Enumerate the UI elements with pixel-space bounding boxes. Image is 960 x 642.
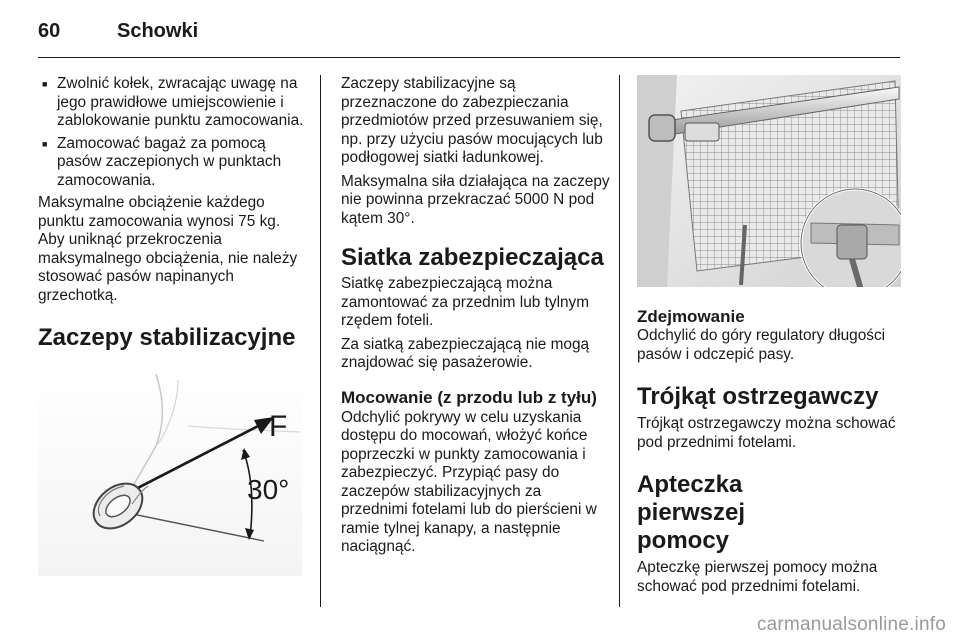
paragraph: Zaczepy stabilizacyjne są przeznaczone do zabezpieczania przedmiotów przed przesuwaniem się, np. przy użyciu pasów mocujących lub podłogowej siatki ładunkowej. bbox=[341, 75, 603, 166]
paragraph: Za siatką zabezpieczającą nie mogą znajdować się pasażerowie. bbox=[341, 335, 590, 371]
paragraph: Maksymalna siła działająca na zaczepy nie powinna przekraczać 5000 N pod kątem 30°. bbox=[341, 172, 610, 227]
section-heading: Zaczepy stabilizacyjne bbox=[38, 324, 296, 351]
safety-net-figure bbox=[637, 75, 901, 287]
force-label: F bbox=[269, 410, 288, 443]
paragraph: Apteczkę pierwszej pomocy można schować pod przednimi fotelami. bbox=[637, 559, 878, 595]
sub-heading: Mocowanie (z przodu lub z tyłu) bbox=[341, 387, 597, 407]
page-number: 60 bbox=[38, 20, 61, 42]
max-load-paragraph: Maksymalne obciążenie każdego punktu zamocowania wynosi 75 kg. Aby uniknąć przekroczenia maksymalnego obciążenia, nie należy stosować pasów napinanych grzechotką. bbox=[38, 194, 298, 304]
section-heading: Apteczka pierwszej pomocy bbox=[637, 471, 746, 554]
bullet-item: ■ Zwolnić kołek, zwracając uwagę na jego prawidłowe umiejscowienie i zablokowanie punktu zamocowania. bbox=[38, 75, 308, 131]
bullet-list bbox=[38, 75, 308, 190]
column-1 bbox=[38, 75, 308, 576]
bullet-item: ■ Zamocować bagaż za pomocą pasów zaczepionych w punktach zamocowania. bbox=[38, 135, 308, 191]
anchor-angle-figure bbox=[38, 366, 302, 576]
column-2 bbox=[341, 75, 611, 562]
sub-heading: Zdejmowanie bbox=[637, 307, 745, 326]
column-3 bbox=[637, 75, 907, 601]
page-title: Schowki bbox=[117, 20, 199, 42]
section-heading: Siatka zabezpieczająca bbox=[341, 244, 604, 271]
column-divider-2 bbox=[619, 75, 620, 607]
paragraph: Siatkę zabezpieczającą można zamontować za przednim lub tylnym rzędem foteli. bbox=[341, 275, 590, 329]
paragraph: Trójkąt ostrzegawczy można schować pod przednimi fotelami. bbox=[637, 415, 896, 451]
paragraph: Odchylić pokrywy w celu uzyskania dostępu do mocowań, włożyć końce poprzeczki w punkty zamocowania i zabezpieczyć. Przypiąć pasy do zaczepów stabilizacyjnych za przednimi fotelami lub do pierścieni w ramie tylnej kanapy, a następnie naciągnąć. bbox=[341, 408, 597, 555]
crossbar-end-cap bbox=[649, 115, 675, 141]
paragraph: Odchylić do góry regulatory długości pasów i odczepić pasy. bbox=[637, 327, 886, 363]
column-divider-1 bbox=[320, 75, 321, 607]
header-rule bbox=[38, 57, 900, 58]
angle-label: 30° bbox=[247, 474, 290, 505]
section-heading: Trójkąt ostrzegawczy bbox=[637, 383, 879, 410]
watermark: carmanualsonline.info bbox=[756, 614, 946, 635]
